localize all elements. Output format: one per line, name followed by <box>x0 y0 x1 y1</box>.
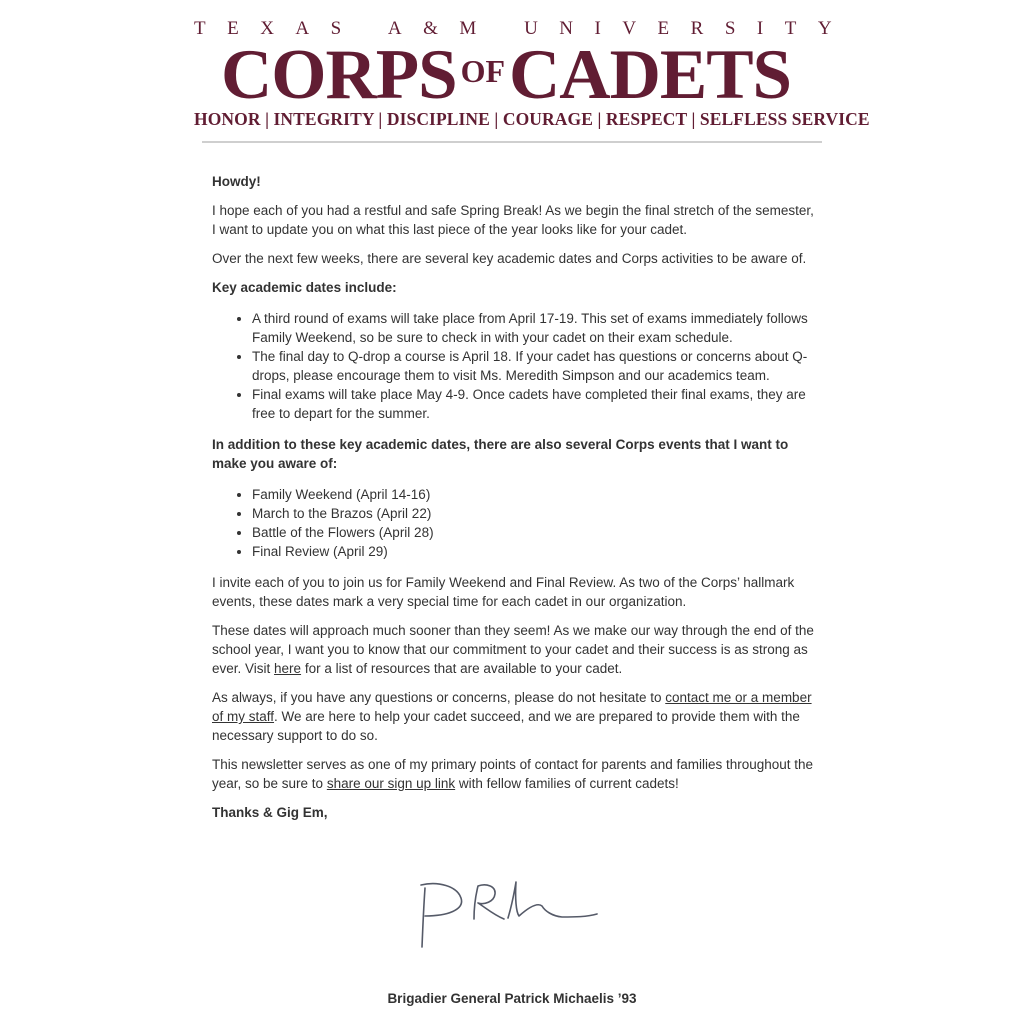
university-name: TEXAS A&M UNIVERSITY <box>194 18 854 39</box>
wordmark-of: OF <box>460 53 506 89</box>
sign-up-link[interactable]: share our sign up link <box>326 776 456 791</box>
list-item: • A third round of exams will take place from April 17-19. This set of exams immediately follows Family Weekend, so be sure to check in with your cadet on their exam schedule. <box>252 309 816 347</box>
contact-paragraph <box>212 688 816 745</box>
wordmark-corps: CORPS <box>220 36 457 114</box>
handwritten-signature <box>412 872 608 954</box>
wordmark-cadets: CADETS <box>509 36 792 114</box>
header-divider <box>202 141 822 143</box>
newsletter-text-after: with fellow families of current cadets! <box>455 776 679 791</box>
resources-text: These dates will approach much sooner than they seem! As we make our way through the end of the school year, I want you to know that our commitment to your cadet and their success is as strong as ever. Visit <box>212 623 814 676</box>
resources-paragraph <box>212 621 816 678</box>
signer-name: Brigadier General Patrick Michaelis ’93 <box>387 991 637 1006</box>
list-item: • The final day to Q-drop a course is April 18. If your cadet has questions or concerns about Q-drops, please encourage them to visit Ms. Meredith Simpson and our academics team. <box>252 347 816 385</box>
overview-paragraph: Over the next few weeks, there are several key academic dates and Corps activities to be aware of. <box>212 251 807 266</box>
greeting: Howdy! <box>212 174 261 189</box>
academic-dates-heading: Key academic dates include: <box>212 280 397 295</box>
core-values-line: HONOR | INTEGRITY | DISCIPLINE | COURAGE | RESPECT | SELFLESS SERVICE <box>194 109 870 129</box>
contact-text-after: . We are here to help your cadet succeed, and we are prepared to provide them with the necessary support to do so. <box>212 709 800 743</box>
corps-events-list <box>212 485 816 561</box>
contact-text: As always, if you have any questions or concerns, please do not hesitate to <box>212 690 666 705</box>
corps-events-heading: In addition to these key academic dates, there are also several Corps events that I want to make you aware of: <box>212 437 789 471</box>
closing: Thanks & Gig Em, <box>212 805 328 820</box>
newsletter-paragraph <box>212 755 816 793</box>
newsletter-text: This newsletter serves as one of my primary points of contact for parents and families throughout the year, so be sure to <box>212 757 814 791</box>
corps-of-cadets-wordmark <box>194 36 818 114</box>
list-item: • Battle of the Flowers (April 28) <box>252 523 816 542</box>
academic-dates-list <box>212 309 816 423</box>
contact-staff-link[interactable]: contact me or a member of my staff <box>212 690 812 724</box>
list-item: • Final Review (April 29) <box>252 542 816 561</box>
letter-body <box>212 172 816 832</box>
invite-paragraph: I invite each of you to join us for Family Weekend and Final Review. As two of the Corps’ hallmark events, these dates mark a very special time for each cadet in our organization. <box>212 575 795 609</box>
corps-of-cadets-logo <box>194 18 870 131</box>
intro-paragraph: I hope each of you had a restful and safe Spring Break! As we begin the final stretch of the semester, I want to update you on what this last piece of the year looks like for your cadet. <box>212 203 814 237</box>
resources-link[interactable]: here <box>274 661 302 676</box>
list-item: • March to the Brazos (April 22) <box>252 504 816 523</box>
resources-text-after: for a list of resources that are available to your cadet. <box>301 661 623 676</box>
list-item: • Final exams will take place May 4-9. Once cadets have completed their final exams, they are free to depart for the summer. <box>252 385 816 423</box>
list-item: • Family Weekend (April 14-16) <box>252 485 816 504</box>
